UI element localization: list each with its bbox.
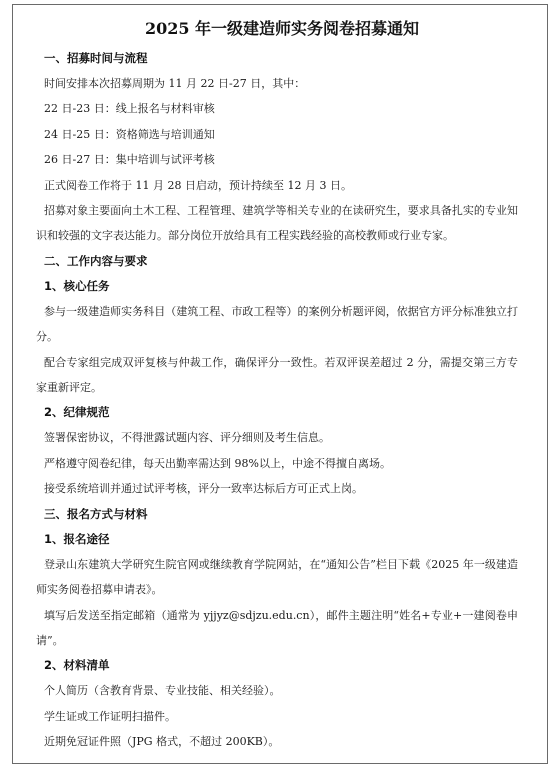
paragraph: 正式阅卷工作将于 11 月 28 日启动，预计持续至 12 月 3 日。 (44, 178, 352, 192)
subsection-heading-application-channel: 1、报名途径 (44, 531, 110, 546)
paragraph: 填写后发送至指定邮箱（通常为 yjjyz@sdjzu.edu.cn），邮件主题注明“姓名+专业+一建阅卷申请”。 (36, 608, 518, 647)
paragraph: 严格遵守阅卷纪律，每天出勤率需达到 98%以上，中途不得擅自离场。 (44, 456, 391, 470)
paragraph: 时间安排本次招募周期为 11 月 22 日-27 日，其中： (44, 77, 306, 90)
paragraph: 配合专家组完成双评复核与仲裁工作，确保评分一致性。若双评误差超过 2 分，需提交第三方专家重新评定。 (36, 355, 518, 395)
schedule-item: 24 日-25 日：资格筛选与培训通知 (44, 127, 215, 141)
schedule-item: 22 日-23 日：线上报名与材料审核 (44, 102, 215, 116)
paragraph: 参与一级建造师实务科目（建筑工程、市政工程等）的案例分析题评阅，依据官方评分标准独立打分。 (36, 304, 518, 344)
subsection-heading-core-tasks: 1、核心任务 (44, 278, 110, 293)
paragraph: 签署保密协议，不得泄露试题内容、评分细则及考生信息。 (44, 431, 330, 445)
paragraph: 接受系统培训并通过试评考核，评分一致率达标后方可正式上岗。 (44, 482, 363, 496)
list-item: 个人简历（含教育背景、专业技能、相关经验）。 (44, 684, 281, 698)
paragraph: 招募对象主要面向土木工程、工程管理、建筑学等相关专业的在读研究生，要求具备扎实的专业知识和较强的文字表达能力。部分岗位开放给具有工程实践经验的高校教师或行业专家。 (36, 204, 518, 243)
list-item: 学生证或工作证明扫描件。 (44, 709, 176, 723)
section-heading-application: 三、报名方式与材料 (44, 506, 148, 521)
schedule-item: 26 日-27 日：集中培训与试评考核 (44, 153, 215, 167)
page-title: 2025 年一级建造师实务阅卷招募通知 (144, 19, 420, 38)
subsection-heading-discipline: 2、纪律规范 (44, 405, 110, 420)
section-heading-recruitment-time: 一、招募时间与流程 (44, 51, 148, 65)
paragraph: 登录山东建筑大学研究生院官网或继续教育学院网站，在“通知公告”栏目下载《2025 年一级建造师实务阅卷招募申请表》。 (36, 557, 518, 597)
subsection-heading-materials: 2、材料清单 (44, 658, 110, 673)
list-item: 近期免冠证件照（JPG 格式，不超过 200KB）。 (44, 735, 280, 749)
section-heading-work-content: 二、工作内容与要求 (44, 253, 148, 268)
